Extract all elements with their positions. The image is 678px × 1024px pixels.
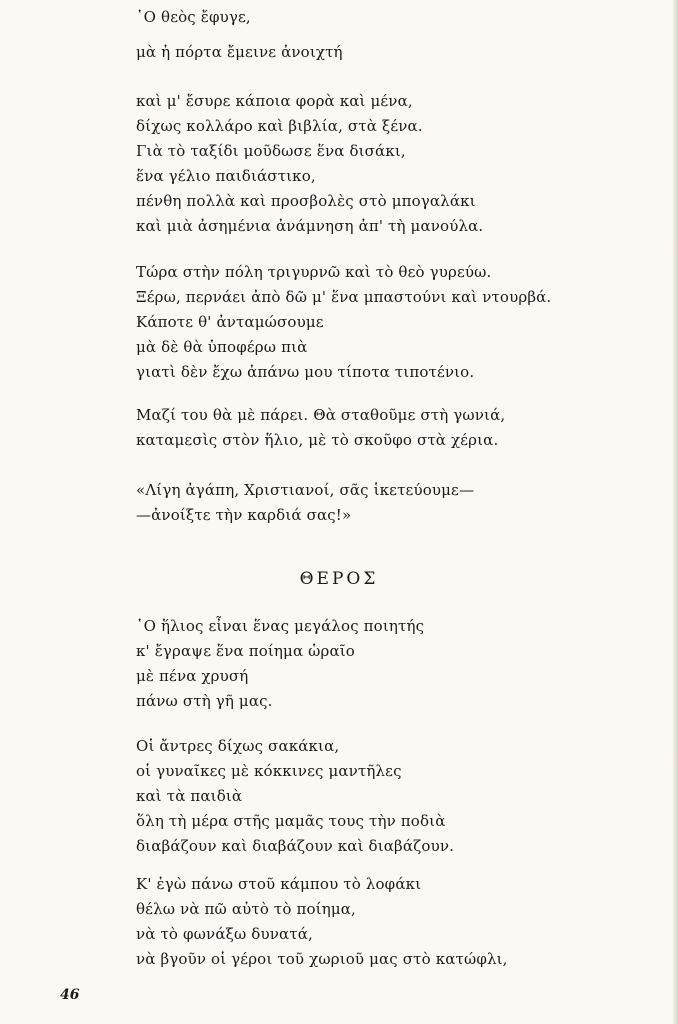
poem-line: Οἱ ἄντρες δίχως σακάκια, <box>136 737 340 755</box>
page-number: 46 <box>60 987 80 1003</box>
poem-line: θέλω νὰ πῶ αὐτὸ τὸ ποίημα, <box>136 900 356 918</box>
poem-line: ῾Ο θεὸς ἔφυγε, <box>136 8 251 26</box>
poem-line: μὲ πένα χρυσή <box>136 667 249 685</box>
poem-line: νὰ τὸ φωνάξω δυνατά, <box>136 925 313 943</box>
poem-line: καὶ μ' ἔσυρε κάποια φορὰ καὶ μένα, <box>136 92 413 110</box>
poem-line: καὶ μιὰ ἀσημένια ἀνάμνηση ἀπ' τὴ μανούλα. <box>136 217 484 235</box>
poem-line: Ξέρω, περνάει ἀπὸ δῶ μ' ἕνα μπαστούνι καὶ ντουρβά. <box>136 288 552 306</box>
poem-line: πένθη πολλὰ καὶ προσβολὲς στὸ μπογαλάκι <box>136 192 476 210</box>
poem-line: ἕνα γέλιο παιδιάστικο, <box>136 167 316 185</box>
poem-line: καταμεσὶς στὸν ἥλιο, μὲ τὸ σκοῦφο στὰ χέρια. <box>136 431 499 449</box>
poem-line: πάνω στὴ γῆ μας. <box>136 692 273 710</box>
poem-line: «Λίγη ἀγάπη, Χριστιανοί, σᾶς ἱκετεύουμε— <box>136 481 475 499</box>
poem-line: —ἀνοίξτε τὴν καρδιά σας!» <box>136 506 352 524</box>
poem-line: διαβάζουν καὶ διαβάζουν καὶ διαβάζουν. <box>136 837 455 855</box>
poem-line: μὰ δὲ θὰ ὑποφέρω πιὰ <box>136 338 308 356</box>
page-edge-shadow <box>672 0 678 1024</box>
poem-line: ὅλη τὴ μέρα στῆς μαμᾶς τους τὴν ποδιὰ <box>136 812 446 830</box>
poem-line: γιατὶ δὲν ἔχω ἀπάνω μου τίποτα τιποτένιο. <box>136 363 475 381</box>
poem-title: ΘΕΡΟΣ <box>299 569 379 589</box>
poem-line: καὶ τὰ παιδιὰ <box>136 787 243 805</box>
poem-line: ῾Ο ἥλιος εἶναι ἕνας μεγάλος ποιητής <box>136 617 425 635</box>
poem-line: κ' ἔγραψε ἕνα ποίημα ὡραῖο <box>136 642 355 660</box>
poem-line: Γιὰ τὸ ταξίδι μοῦδωσε ἕνα δισάκι, <box>136 142 406 160</box>
poem-line: Μαζί του θὰ μὲ πάρει. Θὰ σταθοῦμε στὴ γωνιά, <box>136 406 506 424</box>
poem-line: νὰ βγοῦν οἱ γέροι τοῦ χωριοῦ μας στὸ κατώφλι, <box>136 950 508 968</box>
poem-line: δίχως κολλάρο καὶ βιβλία, στὰ ξένα. <box>136 117 423 135</box>
poem-line: Κ' ἐγὼ πάνω στοῦ κάμπου τὸ λοφάκι <box>136 875 422 893</box>
poem-line: Κάποτε θ' ἀνταμώσουμε <box>136 313 324 331</box>
poem-line: Τώρα στὴν πόλη τριγυρνῶ καὶ τὸ θεὸ γυρεύω. <box>136 263 492 281</box>
poem-line: οἱ γυναῖκες μὲ κόκκινες μαντῆλες <box>136 762 402 780</box>
poem-line: μὰ ἡ πόρτα ἔμεινε ἀνοιχτή <box>136 43 343 61</box>
